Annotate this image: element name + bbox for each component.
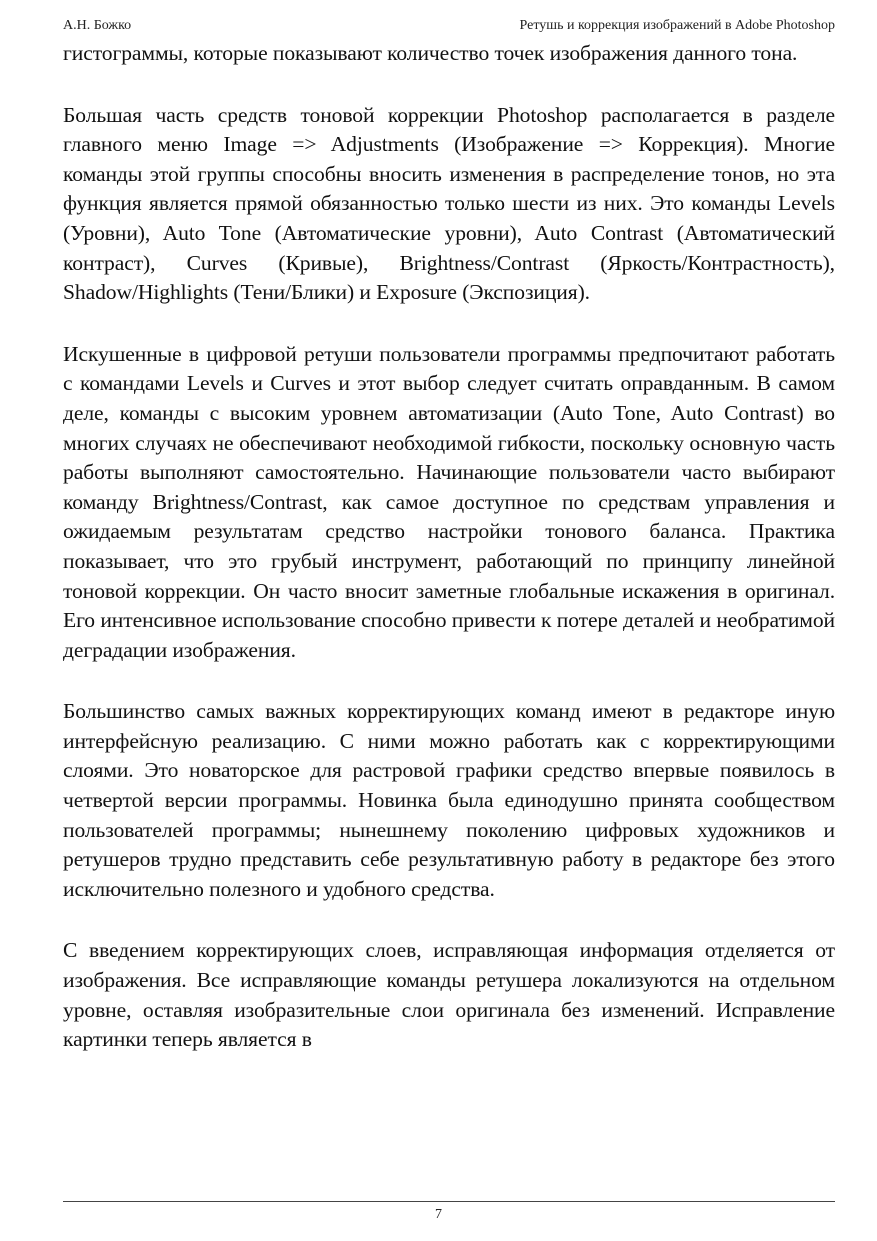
- paragraph-4: Большинство самых важных корректирующих команд имеют в редакторе иную интерфейсную реализацию. С ними можно работать как с корректирующими слоями. Это новаторское для растровой графики средство впервые появилось в четвертой версии программы. Новинка была единодушно принята сообществом пользователей программы; нынешнему поколению цифровых художников и ретушеров трудно представить себе результативную работу в редакторе без этого исключительно полезного и удобного средства.: [63, 699, 835, 901]
- page-number: 7: [435, 1207, 442, 1222]
- body-text: [63, 39, 835, 1055]
- header-author: А.Н. Божко: [63, 18, 132, 33]
- page-header: [63, 16, 835, 36]
- paragraph-1: гистограммы, которые показывают количество точек изображения данного тона.: [63, 41, 798, 65]
- header-book-title: Ретушь и коррекция изображений в Adobe Photoshop: [519, 18, 835, 33]
- footer-divider: [63, 1201, 835, 1202]
- paragraph-2: Большая часть средств тоновой коррекции Photoshop располагается в разделе главного меню Image => Adjustments (Изображение => Коррекция). Многие команды этой группы способны вносить изменения в распределение тонов, но эта функция является прямой обязанностью только шести из них. Это команды Levels (Уровни), Auto Tone (Автоматические уровни), Auto Contrast (Автоматический контраст), Curves (Кривые), Brightness/Contrast (Яркость/Контрастность), Shadow/Highlights (Тени/Блики) и Exposure (Экспозиция).: [63, 102, 835, 305]
- paragraph-3: Искушенные в цифровой ретуши пользователи программы предпочитают работать с командами Levels и Curves и этот выбор следует считать оправданным. В самом деле, команды с высоким уровнем автоматизации (Auto Tone, Auto Contrast) во многих случаях не обеспечивают необходимой гибкости, поскольку основную часть работы выполняют самостоятельно. Начинающие пользователи часто выбирают команду Brightness/Contrast, как самое доступное по средствам управления и ожидаемым результатам средство настройки тонового баланса. Практика показывает, что это грубый инструмент, работающий по принципу линейной тоновой коррекции. Он часто вносит заметные глобальные искажения в оригинал. Его интенсивное использование способно привести к потере деталей и необратимой деградации изображения.: [63, 341, 835, 662]
- paragraph-5: С введением корректирующих слоев, исправляющая информация отделяется от изображения. Все исправляющие команды ретушера локализуются на отдельном уровне, оставляя изобразительные слои оригинала без изменений. Исправление картинки теперь является в: [63, 938, 835, 1052]
